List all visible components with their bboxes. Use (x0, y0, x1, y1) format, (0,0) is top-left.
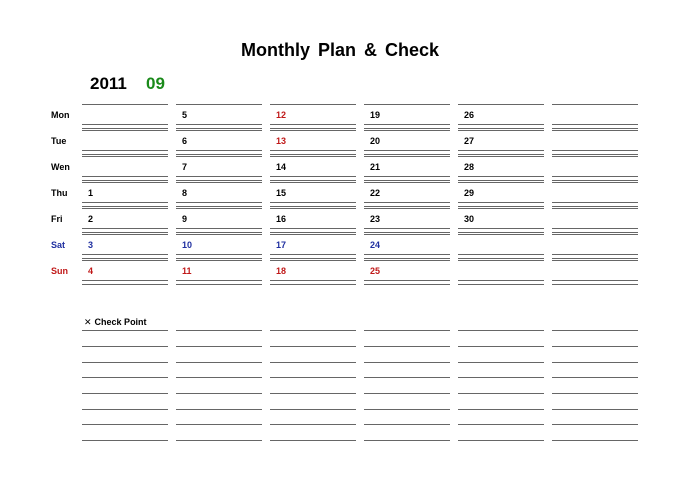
date-number: 17 (276, 240, 287, 250)
day-label-thu: Thu (51, 188, 68, 198)
date-number: 24 (370, 240, 381, 250)
date-cell[interactable] (176, 182, 262, 207)
day-label-sun: Sun (51, 266, 68, 276)
date-number: 19 (370, 110, 381, 120)
date-number: 4 (88, 266, 94, 276)
check-point-heading (84, 317, 147, 328)
check-line[interactable] (176, 362, 262, 363)
check-line[interactable] (176, 346, 262, 347)
check-line[interactable] (458, 330, 544, 331)
check-line[interactable] (364, 330, 450, 331)
check-line[interactable] (364, 377, 450, 378)
date-cell[interactable] (82, 104, 168, 129)
date-cell[interactable] (552, 156, 638, 181)
day-label-mon: Mon (51, 110, 70, 120)
date-cell[interactable] (270, 130, 356, 155)
date-cell[interactable] (364, 182, 450, 207)
check-line[interactable] (364, 362, 450, 363)
check-line[interactable] (364, 424, 450, 425)
date-cell[interactable] (458, 156, 544, 181)
date-cell[interactable] (552, 260, 638, 285)
day-label-tue: Tue (51, 136, 67, 146)
date-number: 23 (370, 214, 381, 224)
date-number: 21 (370, 162, 381, 172)
date-number: 8 (182, 188, 188, 198)
date-cell[interactable] (458, 234, 544, 259)
date-cell[interactable] (270, 234, 356, 259)
date-number: 30 (464, 214, 475, 224)
check-line[interactable] (82, 377, 168, 378)
check-line[interactable] (552, 377, 638, 378)
date-number: 28 (464, 162, 475, 172)
check-line[interactable] (364, 346, 450, 347)
date-number: 5 (182, 110, 188, 120)
date-cell[interactable] (270, 260, 356, 285)
date-cell[interactable] (270, 182, 356, 207)
date-number: 9 (182, 214, 188, 224)
date-cell[interactable] (458, 260, 544, 285)
page-title: Monthly Plan & Check (240, 40, 440, 60)
check-line[interactable] (176, 440, 262, 441)
date-number: 20 (370, 136, 381, 146)
year-label: 2011 (90, 74, 127, 93)
date-number: 18 (276, 266, 287, 276)
check-line[interactable] (82, 362, 168, 363)
check-line[interactable] (82, 346, 168, 347)
check-point-label: Check Point (94, 317, 147, 327)
date-cell[interactable] (364, 156, 450, 181)
check-line[interactable] (270, 424, 356, 425)
date-number: 12 (276, 110, 287, 120)
date-number: 29 (464, 188, 475, 198)
check-line[interactable] (552, 362, 638, 363)
date-number: 25 (370, 266, 381, 276)
day-label-wen: Wen (51, 162, 70, 172)
date-cell[interactable] (458, 208, 544, 233)
check-line[interactable] (458, 362, 544, 363)
date-cell[interactable] (270, 104, 356, 129)
check-line[interactable] (82, 393, 168, 394)
check-line[interactable] (552, 393, 638, 394)
check-line[interactable] (176, 330, 262, 331)
date-cell[interactable] (458, 104, 544, 129)
check-line[interactable] (364, 393, 450, 394)
date-cell[interactable] (552, 234, 638, 259)
date-cell[interactable] (176, 260, 262, 285)
date-number: 7 (182, 162, 188, 172)
check-line[interactable] (176, 409, 262, 410)
date-cell[interactable] (552, 208, 638, 233)
date-number: 27 (464, 136, 475, 146)
date-number: 3 (88, 240, 94, 250)
date-number: 10 (182, 240, 193, 250)
date-number: 15 (276, 188, 287, 198)
date-number: 1 (88, 188, 94, 198)
date-cell[interactable] (82, 130, 168, 155)
day-label-sat: Sat (51, 240, 66, 250)
date-cell[interactable] (458, 130, 544, 155)
check-line[interactable] (458, 424, 544, 425)
month-label: 09 (146, 74, 165, 93)
check-line[interactable] (82, 330, 168, 331)
check-line[interactable] (270, 393, 356, 394)
check-line[interactable] (270, 362, 356, 363)
date-cell[interactable] (552, 104, 638, 129)
date-number: 2 (88, 214, 94, 224)
check-line[interactable] (270, 409, 356, 410)
check-line[interactable] (458, 346, 544, 347)
check-line[interactable] (270, 330, 356, 331)
date-number: 13 (276, 136, 287, 146)
check-line[interactable] (270, 346, 356, 347)
date-number: 11 (182, 266, 192, 276)
date-cell[interactable] (82, 234, 168, 259)
date-cell[interactable] (82, 156, 168, 181)
check-line[interactable] (458, 440, 544, 441)
day-label-fri: Fri (51, 214, 63, 224)
date-number: 26 (464, 110, 475, 120)
check-line[interactable] (176, 393, 262, 394)
date-cell[interactable] (364, 104, 450, 129)
date-cell[interactable] (82, 208, 168, 233)
date-cell[interactable] (82, 260, 168, 285)
date-cell[interactable] (364, 234, 450, 259)
date-number: 6 (182, 136, 188, 146)
check-line[interactable] (364, 440, 450, 441)
date-cell[interactable] (552, 182, 638, 207)
check-line[interactable] (364, 409, 450, 410)
check-line[interactable] (552, 440, 638, 441)
check-line[interactable] (176, 424, 262, 425)
check-line[interactable] (270, 377, 356, 378)
check-line[interactable] (82, 409, 168, 410)
check-line[interactable] (552, 424, 638, 425)
date-cell[interactable] (176, 130, 262, 155)
check-line[interactable] (176, 377, 262, 378)
date-number: 14 (276, 162, 287, 172)
date-number: 22 (370, 188, 381, 198)
date-cell[interactable] (270, 208, 356, 233)
check-line[interactable] (552, 330, 638, 331)
date-cell[interactable] (270, 156, 356, 181)
x-mark-icon: ✕ (84, 317, 92, 327)
check-line[interactable] (552, 346, 638, 347)
date-cell[interactable] (364, 208, 450, 233)
date-number: 16 (276, 214, 287, 224)
check-line[interactable] (82, 424, 168, 425)
date-cell[interactable] (176, 156, 262, 181)
check-line[interactable] (270, 440, 356, 441)
check-line[interactable] (552, 409, 638, 410)
check-line[interactable] (458, 393, 544, 394)
date-cell[interactable] (176, 208, 262, 233)
date-cell[interactable] (176, 234, 262, 259)
check-line[interactable] (458, 409, 544, 410)
date-cell[interactable] (458, 182, 544, 207)
date-cell[interactable] (176, 104, 262, 129)
date-cell[interactable] (364, 260, 450, 285)
date-cell[interactable] (82, 182, 168, 207)
check-line[interactable] (458, 377, 544, 378)
date-cell[interactable] (552, 130, 638, 155)
date-cell[interactable] (364, 130, 450, 155)
check-line[interactable] (82, 440, 168, 441)
